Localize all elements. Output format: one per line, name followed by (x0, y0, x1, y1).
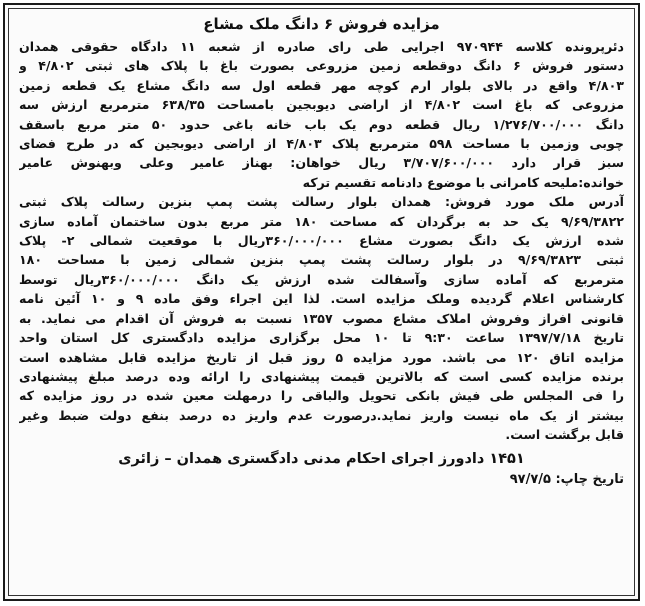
notice-line: ۴/۸۰۳ واقع در بالای بلوار ارم کوچه مهر قطعه اول سه دانگ مشاع یک قطعه زمین (19, 77, 624, 93)
legal-notice-inner-border (8, 8, 635, 596)
notice-line: دئرپرونده کلاسه ۹۷۰۹۴۴ اجرایی طی رای صادره از شعبه ۱۱ دادگاه حقوقی همدان (19, 39, 624, 54)
notice-body (19, 37, 624, 445)
notice-line: قانونی افراز وفروش املاک مشاع مصوب ۱۳۵۷ نسبت به فروش آن اقدام می نماید. به (19, 310, 624, 326)
notice-line: ۹/۶۹/۳۸۲۲ یک حد به برگردان که مساحت ۱۸۰ متر مربع بدون ساختمان آماده سازی (19, 213, 624, 229)
notice-line: چوبی وزمین با مساحت ۵۹۸ مترمربع پلاک ۴/۸۰۳ از اراضی دیوبجین که در طرح فضای (19, 136, 624, 152)
notice-line: دانگ ۱/۲۷۶/۷۰۰/۰۰۰ ریال قطعه دوم یک باب خانه باغی حدود ۵۰ متر مربع باسقف (19, 116, 624, 132)
notice-title: مزایده فروش ۶ دانگ ملک مشاع (203, 15, 440, 33)
notice-line: مزایده اتاق ۱۲۰ می باشد. مورد مزایده ۵ روز قبل از تاریخ مزایده قابل مشاهده است (19, 349, 624, 365)
legal-notice-box (3, 3, 640, 601)
notice-line: آدرس ملک مورد فروش: همدان بلوار رسالت پشت پمپ بنزین رسالت پلاک ثبتی (19, 194, 624, 210)
notice-line: مزروعی که باغ است ۴/۸۰۲ از اراضی دیوبجین بامساحت ۶۳۸/۳۵ مترمربع ارزش سه (19, 97, 624, 113)
notice-line: تاریخ ۱۳۹۷/۷/۱۸ ساعت ۹:۳۰ تا ۱۰ محل برگزاری مزایده دادگستری کل استان واحد (19, 330, 624, 346)
notice-line: خوانده:ملیحه کامرانی با موضوع دادنامه تقسیم ترکه (302, 174, 624, 190)
notice-line: سبز قرار دارد ۳/۷۰۷/۶۰۰/۰۰۰ ریال خواهان: بهناز عامیر وعلی وبهنوش عامیر (19, 155, 624, 171)
notice-line: شده ارزش یک دانگ بصورت مشاع ۳۶۰/۰۰۰/۰۰۰ریال با موقعیت شمالی ۲- پلاک (19, 233, 624, 249)
notice-line: مترمربع که آماده سازی وآسفالت شده ارزش یک دانگ ۳۶۰/۰۰۰/۰۰۰ریال توسط (19, 271, 624, 287)
notice-signature: ۱۴۵۱ دادورز اجرای احکام مدنی دادگستری همدان – زائری (118, 450, 525, 467)
notice-line: برنده مزایده کسی است که بالاترین قیمت پیشنهادی را ارائه وده درصد مبلغ پیشنهادی (19, 368, 624, 384)
notice-line: ثبتی ۹/۶۹/۳۸۲۳ در بلوار رسالت پشت پمپ بنزین شمالی زمین با مساحت ۱۸۰ (19, 252, 624, 268)
notice-line: بیشتر از یک ماه نیست واریز نماید.درصورت عدم واریز ده درصد بنفع دولت ضبط وغیر (19, 407, 624, 423)
print-date: تاریخ چاپ: ۹۷/۷/۵ (509, 471, 624, 487)
notice-line: دستور فروش ۶ دانگ دوقطعه زمین مزروعی بصورت باغ با پلاک های ثبتی ۴/۸۰۲ و (19, 58, 624, 74)
notice-line: قابل برگشت است. (505, 427, 624, 443)
notice-line: کارشناس اعلام گردیده وملک مزایده است. لذا این اجراء وفق ماده ۹ و ۱۰ آئین نامه (19, 291, 624, 307)
notice-line: را فی المجلس طی فیش بانکی تحویل والباقی را درمهلت معین شده در روز مزایده که (19, 388, 624, 404)
